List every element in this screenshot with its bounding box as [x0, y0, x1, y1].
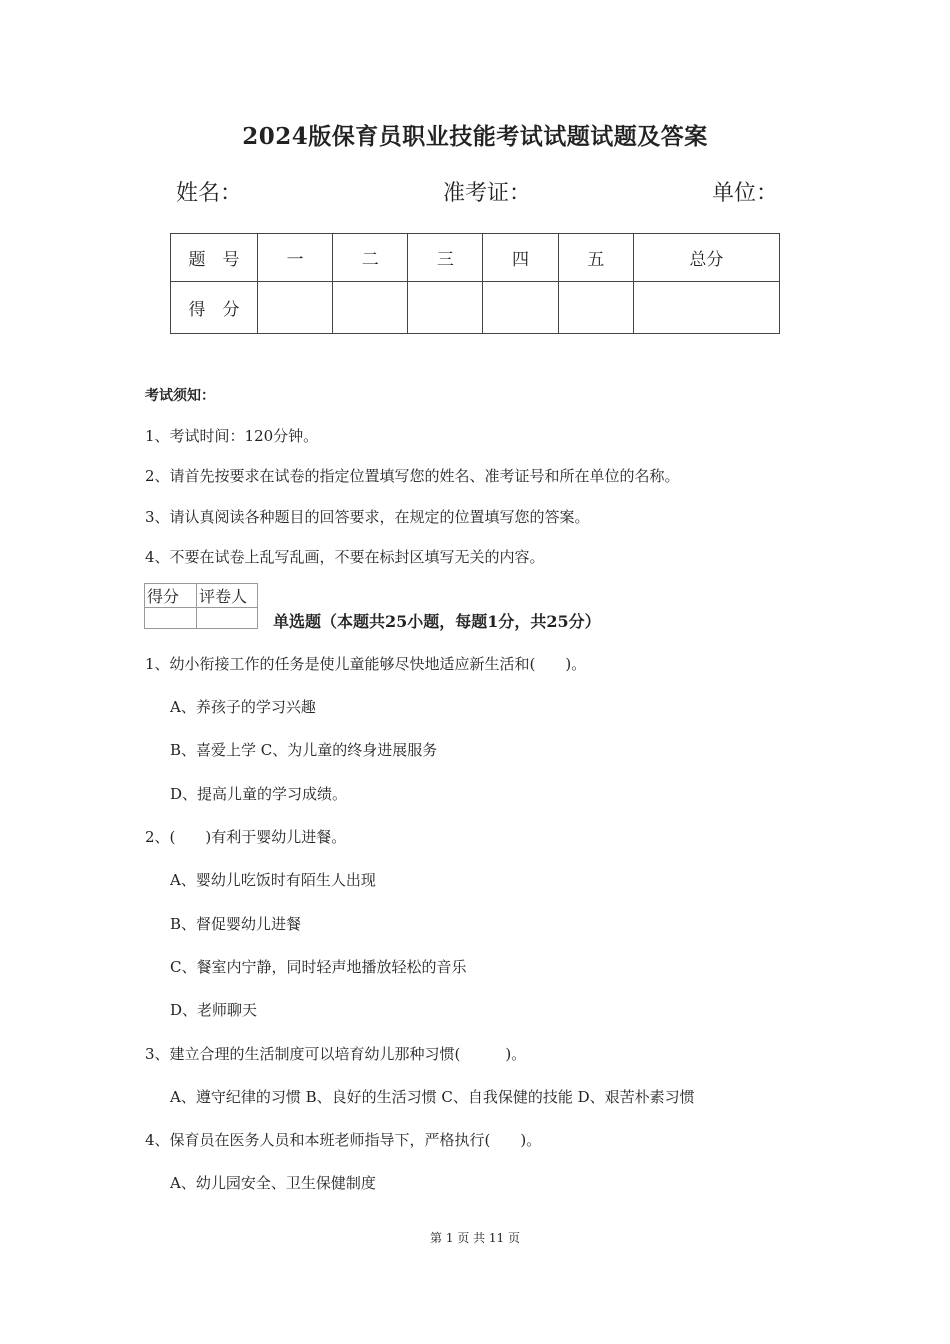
score-cell-2[interactable]	[333, 282, 408, 334]
notice-item: 4、不要在试卷上乱写乱画，不要在标封区填写无关的内容。	[145, 548, 545, 566]
question-option: D、提高儿童的学习成绩。	[170, 785, 348, 803]
question-stem: 4、保育员在医务人员和本班老师指导下，严格执行( )。	[145, 1131, 542, 1149]
question-option: A、养孩子的学习兴趣	[170, 698, 316, 716]
score-table-col-1: 一	[258, 234, 333, 282]
score-table-col-4: 四	[483, 234, 558, 282]
score-cell-5[interactable]	[558, 282, 633, 334]
question-stem: 3、建立合理的生活制度可以培育幼儿那种习惯( )。	[145, 1045, 527, 1063]
notice-item: 2、请首先按要求在试卷的指定位置填写您的姓名、准考证号和所在单位的名称。	[145, 467, 680, 485]
grader-box	[144, 583, 258, 629]
grader-score-label: 得分	[145, 584, 197, 608]
question-option: A、遵守纪律的习惯 B、良好的生活习惯 C、自我保健的技能 D、艰苦朴素习惯	[170, 1088, 695, 1106]
question-stem: 1、幼小衔接工作的任务是使儿童能够尽快地适应新生活和( )。	[145, 655, 587, 673]
score-table-score-row	[171, 282, 780, 334]
unit-field-label: 单位：	[712, 181, 779, 206]
score-table-header-row	[171, 234, 780, 282]
question-option: A、幼儿园安全、卫生保健制度	[170, 1174, 376, 1192]
page-footer: 第 1 页 共 11 页	[430, 1231, 520, 1245]
question-option: B、督促婴幼儿进餐	[170, 915, 302, 933]
name-field-label: 姓名：	[176, 181, 243, 206]
question-option: D、老师聊天	[170, 1001, 258, 1019]
section-title: 单选题（本题共25小题，每题1分，共25分）	[273, 612, 601, 631]
score-table	[170, 233, 780, 334]
notice-item: 1、考试时间：120分钟。	[145, 427, 319, 445]
score-table-col-5: 五	[558, 234, 633, 282]
question-stem: 2、( )有利于婴幼儿进餐。	[145, 828, 347, 846]
grader-score-cell[interactable]	[145, 608, 197, 629]
exam-number-field-label: 准考证：	[443, 181, 532, 206]
document-title: 2024版保育员职业技能考试试题试题及答案	[242, 123, 708, 150]
question-option: B、喜爱上学 C、为儿童的终身进展服务	[170, 741, 438, 759]
score-cell-4[interactable]	[483, 282, 558, 334]
score-cell-1[interactable]	[258, 282, 333, 334]
question-option: C、餐室内宁静，同时轻声地播放轻松的音乐	[170, 958, 467, 976]
score-cell-3[interactable]	[408, 282, 483, 334]
score-table-col-total: 总分	[633, 234, 779, 282]
notice-title: 考试须知：	[145, 388, 215, 404]
grader-reviewer-label: 评卷人	[197, 584, 258, 608]
score-table-col-2: 二	[333, 234, 408, 282]
score-cell-total[interactable]	[633, 282, 779, 334]
question-option: A、婴幼儿吃饭时有陌生人出现	[170, 871, 376, 889]
score-table-header-label: 题 号	[171, 234, 258, 282]
notice-item: 3、请认真阅读各种题目的回答要求，在规定的位置填写您的答案。	[145, 508, 590, 526]
score-table-col-3: 三	[408, 234, 483, 282]
score-table-score-label: 得 分	[171, 282, 258, 334]
grader-reviewer-cell[interactable]	[197, 608, 258, 629]
